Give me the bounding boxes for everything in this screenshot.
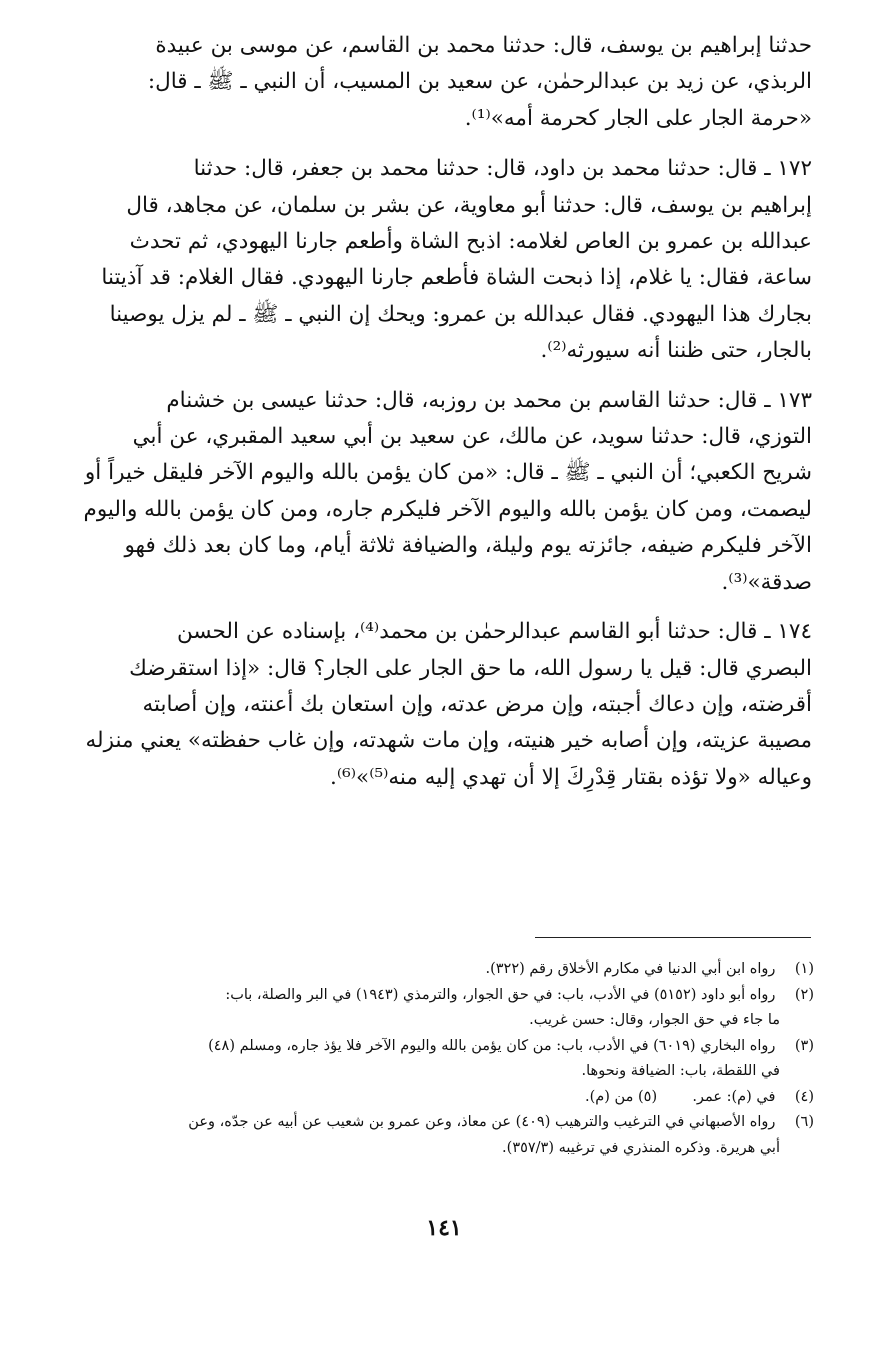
text-line: حدثنا إبراهيم بن يوسف، قال: حدثنا محمد بن القاسم، عن موسى بن عبيدة bbox=[155, 33, 812, 58]
text-line: ١٧٢ ـ قال: حدثنا محمد بن داود، قال: حدثنا محمد بن جعفر، قال: حدثنا bbox=[193, 156, 812, 182]
footnote-text: رواه أبو داود (٥١٥٢) في الأدب، باب: في حق الجوار، والترمذي (١٩٤٣) في البر والصلة، باب: bbox=[225, 986, 776, 1003]
text-line: ساعة، فقال: يا غلام، إذا ذبحت الشاة فأطعم جارنا اليهودي. فقال الغلام: قد آذيتنا bbox=[101, 265, 812, 291]
footnotes bbox=[48, 957, 814, 1161]
footnote-number: (٢) bbox=[794, 986, 814, 1003]
footnote-number: (٤) bbox=[794, 1088, 814, 1105]
text-line: «حرمة الجار على الجار كحرمة أمه»⁽¹⁾. bbox=[464, 105, 812, 131]
text-line: مصيبة عزيته، وإن أصابه خير هنيته، وإن مات شهدته، وإن غاب حفظته» يعني منزله bbox=[85, 728, 812, 754]
footnote-text-continued: أبي هريرة. وذكره المنذري في ترغيبه (٣٥٧/٣). bbox=[502, 1139, 780, 1156]
page-number: ١٤١ bbox=[426, 1215, 462, 1241]
footnote-6 bbox=[48, 1110, 814, 1161]
text-line: شريح الكعبي؛ أن النبي ـ ﷺ ـ قال: «من كان يؤمن بالله واليوم الآخر فليقل خيراً أو bbox=[84, 460, 812, 486]
footnote-text: رواه ابن أبي الدنيا في مكارم الأخلاق رقم (٣٢٢). bbox=[485, 961, 776, 977]
footnote-number: (٦) bbox=[794, 1114, 814, 1130]
footnote-text: من (م). bbox=[585, 1088, 634, 1105]
footnote-2 bbox=[48, 983, 814, 1034]
text-line: البصري قال: قيل يا رسول الله، ما حق الجار على الجار؟ قال: «إذا استقرضك bbox=[129, 655, 812, 681]
paragraph-hadith-172 bbox=[34, 151, 812, 369]
footnote-text: في (م): عمر. bbox=[692, 1088, 776, 1105]
footnote-text: رواه الأصبهاني في الترغيب والترهيب (٤٠٩) عن معاذ، وعن عمرو بن شعيب عن أبيه عن جدّه، وعن bbox=[188, 1114, 776, 1130]
text-line: وعياله «ولا تؤذه بقتار قِدْرِكَ إلا أن تهدي إليه منه⁽⁵⁾»⁽⁶⁾. bbox=[330, 764, 812, 790]
text-line: التوزي، قال: حدثنا سويد، عن مالك، عن سعيد بن أبي سعيد المقبري، عن أبي bbox=[132, 424, 812, 450]
footnote-number: (١) bbox=[794, 961, 814, 977]
text-line: بجارك هذا اليهودي. فقال عبدالله بن عمرو: ويحك إن النبي ـ ﷺ ـ لم يزل يوصينا bbox=[109, 301, 812, 327]
text-line: الآخر فليكرم ضيفه، جائزته يوم وليلة، والضيافة ثلاثة أيام، وما كان بعد ذلك فهو bbox=[124, 533, 812, 559]
footnote-3 bbox=[48, 1034, 814, 1085]
text-line: عبدالله بن عمرو بن العاص لغلامه: اذبح الشاة وأطعم جارنا اليهودي، ثم تحدث bbox=[129, 229, 812, 255]
text-line: الربذي، عن زيد بن عبدالرحمٰن، عن سعيد بن المسيب، أن النبي ـ ﷺ ـ قال: bbox=[147, 69, 812, 95]
main-text bbox=[34, 28, 812, 809]
text-line: صدقة»⁽³⁾. bbox=[721, 569, 812, 595]
footnote-number: (٥) bbox=[637, 1088, 658, 1105]
footnote-separator bbox=[535, 937, 811, 938]
text-line: أقرضته، وإن دعاك أجبته، وإن مرض عدته، وإن استعان بك أعنته، وإن أصابته bbox=[142, 691, 812, 717]
footnote-number: (٣) bbox=[794, 1037, 814, 1054]
text-line: ١٧٣ ـ قال: حدثنا القاسم بن محمد بن روزبه، قال: حدثنا عيسى بن خشنام bbox=[166, 387, 812, 413]
footnote-text: رواه البخاري (٦٠١٩) في الأدب، باب: من كان يؤمن بالله واليوم الآخر فلا يؤذ جاره، ومسلم (٤٨) bbox=[208, 1037, 776, 1054]
text-line: ١٧٤ ـ قال: حدثنا أبو القاسم عبدالرحمٰن بن محمد⁽⁴⁾، بإسناده عن الحسن bbox=[177, 619, 812, 645]
footnote-4-5 bbox=[48, 1085, 814, 1111]
text-line: ليصمت، ومن كان يؤمن بالله واليوم الآخر فليكرم جاره، ومن كان يؤمن بالله واليوم bbox=[83, 496, 812, 522]
text-line: إبراهيم بن يوسف، قال: حدثنا أبو معاوية، عن بشر بن سلمان، عن مجاهد، قال bbox=[126, 192, 812, 218]
paragraph-hadith-173 bbox=[34, 383, 812, 601]
text-line: بالجار، حتى ظننا أنه سيورثه⁽²⁾. bbox=[540, 338, 812, 364]
paragraph-intro bbox=[34, 28, 812, 137]
footnote-text-continued: ما جاء في حق الجوار، وقال: حسن غريب. bbox=[529, 1012, 780, 1028]
footnote-1 bbox=[48, 957, 814, 983]
footnote-text-continued: في اللقطة، باب: الضيافة ونحوها. bbox=[581, 1063, 780, 1079]
paragraph-hadith-174 bbox=[34, 614, 812, 796]
